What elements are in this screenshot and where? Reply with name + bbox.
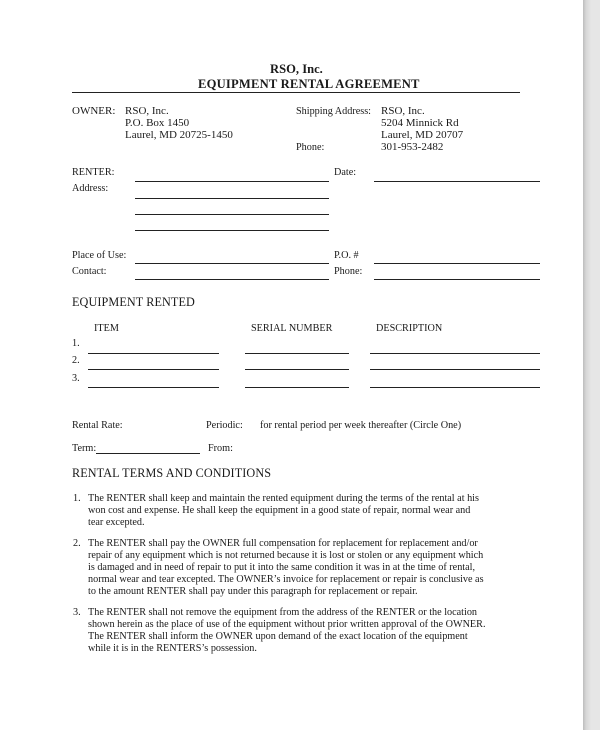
contact-label: Contact: bbox=[72, 266, 107, 277]
owner-label: OWNER: bbox=[72, 105, 116, 117]
term-1-line: won cost and expense. He shall keep the equipment in a good state of repair, normal wear and bbox=[88, 505, 471, 517]
term-3-line: The RENTER shall not remove the equipment from the address of the RENTER or the location bbox=[88, 607, 478, 618]
row2-item-field[interactable] bbox=[88, 369, 219, 370]
address-field-line2[interactable] bbox=[135, 214, 329, 215]
term-1-line: tear excepted. bbox=[88, 517, 145, 529]
page-edge-shadow bbox=[583, 0, 600, 730]
company-name: RSO, Inc. bbox=[270, 62, 323, 76]
owner-name: RSO, Inc. bbox=[125, 105, 169, 117]
term-3-text bbox=[88, 607, 528, 655]
place-of-use-field[interactable] bbox=[135, 263, 329, 264]
column-description: DESCRIPTION bbox=[376, 323, 443, 334]
date-label: Date: bbox=[334, 167, 357, 178]
term-3-line: The RENTER shall inform the OWNER upon demand of the exact location of the equipment bbox=[88, 631, 468, 643]
row2-serial-field[interactable] bbox=[245, 369, 349, 370]
address-field-line3[interactable] bbox=[135, 230, 329, 231]
shipping-address-line2: Laurel, MD 20707 bbox=[381, 129, 464, 141]
document-title: EQUIPMENT RENTAL AGREEMENT bbox=[198, 77, 420, 91]
term-2-line: normal wear and tear excepted. The OWNER’s invoice for replacement or repair is conclusive as bbox=[88, 574, 484, 586]
from-label: From: bbox=[208, 443, 233, 454]
row1-item-field[interactable] bbox=[88, 353, 219, 354]
address-label: Address: bbox=[72, 183, 109, 194]
shipping-phone-label: Phone: bbox=[296, 142, 325, 153]
shipping-name: RSO, Inc. bbox=[381, 105, 425, 117]
periodic-label: Periodic: bbox=[206, 420, 243, 431]
shipping-address-line1: 5204 Minnick Rd bbox=[381, 117, 459, 129]
term-2-text bbox=[88, 538, 528, 598]
owner-address-line1: P.O. Box 1450 bbox=[125, 117, 190, 129]
row3-description-field[interactable] bbox=[370, 387, 540, 388]
renter-label: RENTER: bbox=[72, 167, 115, 178]
row-number-3: 3. bbox=[72, 373, 80, 384]
equipment-rented-heading: EQUIPMENT RENTED bbox=[72, 295, 195, 309]
term-3-line: shown herein as the place of use of the equipment without prior written approval of the OWNER. bbox=[88, 619, 486, 631]
shipping-phone: 301-953-2482 bbox=[381, 141, 444, 153]
row3-item-field[interactable] bbox=[88, 387, 219, 388]
row1-serial-field[interactable] bbox=[245, 353, 349, 354]
renter-field[interactable] bbox=[135, 181, 329, 182]
title-rule bbox=[72, 92, 520, 93]
renter-phone-field[interactable] bbox=[374, 279, 540, 280]
rental-rate-label: Rental Rate: bbox=[72, 420, 123, 431]
row-number-1: 1. bbox=[72, 338, 80, 349]
term-1-number: 1. bbox=[73, 493, 81, 504]
term-2-line: is damaged and in need of repair to put it into the same condition it was in at the time of rental, bbox=[88, 562, 476, 574]
row1-description-field[interactable] bbox=[370, 353, 540, 354]
term-2-line: The RENTER shall pay the OWNER full compensation for replacement for replacement and/or bbox=[88, 538, 478, 549]
term-3-number: 3. bbox=[73, 607, 81, 618]
term-1-line: The RENTER shall keep and maintain the rented equipment during the terms of the rental at his bbox=[88, 493, 479, 504]
shipping-address-label: Shipping Address: bbox=[296, 106, 371, 117]
address-field-line1[interactable] bbox=[135, 198, 329, 199]
term-3-line: while it is in the RENTERS’s possession. bbox=[88, 643, 257, 655]
contact-field[interactable] bbox=[135, 279, 329, 280]
column-item: ITEM bbox=[94, 323, 119, 334]
po-field[interactable] bbox=[374, 263, 540, 264]
row-number-2: 2. bbox=[72, 355, 80, 366]
owner-address-line2: Laurel, MD 20725-1450 bbox=[125, 129, 233, 141]
periodic-text: for rental period per week thereafter (Circle One) bbox=[260, 420, 462, 431]
terms-heading: RENTAL TERMS AND CONDITIONS bbox=[72, 466, 272, 480]
term-label: Term: bbox=[72, 443, 97, 454]
term-2-number: 2. bbox=[73, 538, 81, 549]
place-of-use-label: Place of Use: bbox=[72, 250, 127, 261]
row2-description-field[interactable] bbox=[370, 369, 540, 370]
term-2-line: repair of any equipment which is not returned because it is lost or stolen or any equipment which bbox=[88, 550, 484, 562]
term-1-text bbox=[88, 493, 528, 529]
term-2-line: to the amount RENTER shall pay under this paragraph for replacement or repair. bbox=[88, 586, 418, 598]
date-field[interactable] bbox=[374, 181, 540, 182]
term-field[interactable] bbox=[96, 453, 200, 454]
po-label: P.O. # bbox=[334, 250, 359, 261]
renter-phone-label: Phone: bbox=[334, 266, 363, 277]
column-serial-number: SERIAL NUMBER bbox=[251, 323, 333, 334]
row3-serial-field[interactable] bbox=[245, 387, 349, 388]
